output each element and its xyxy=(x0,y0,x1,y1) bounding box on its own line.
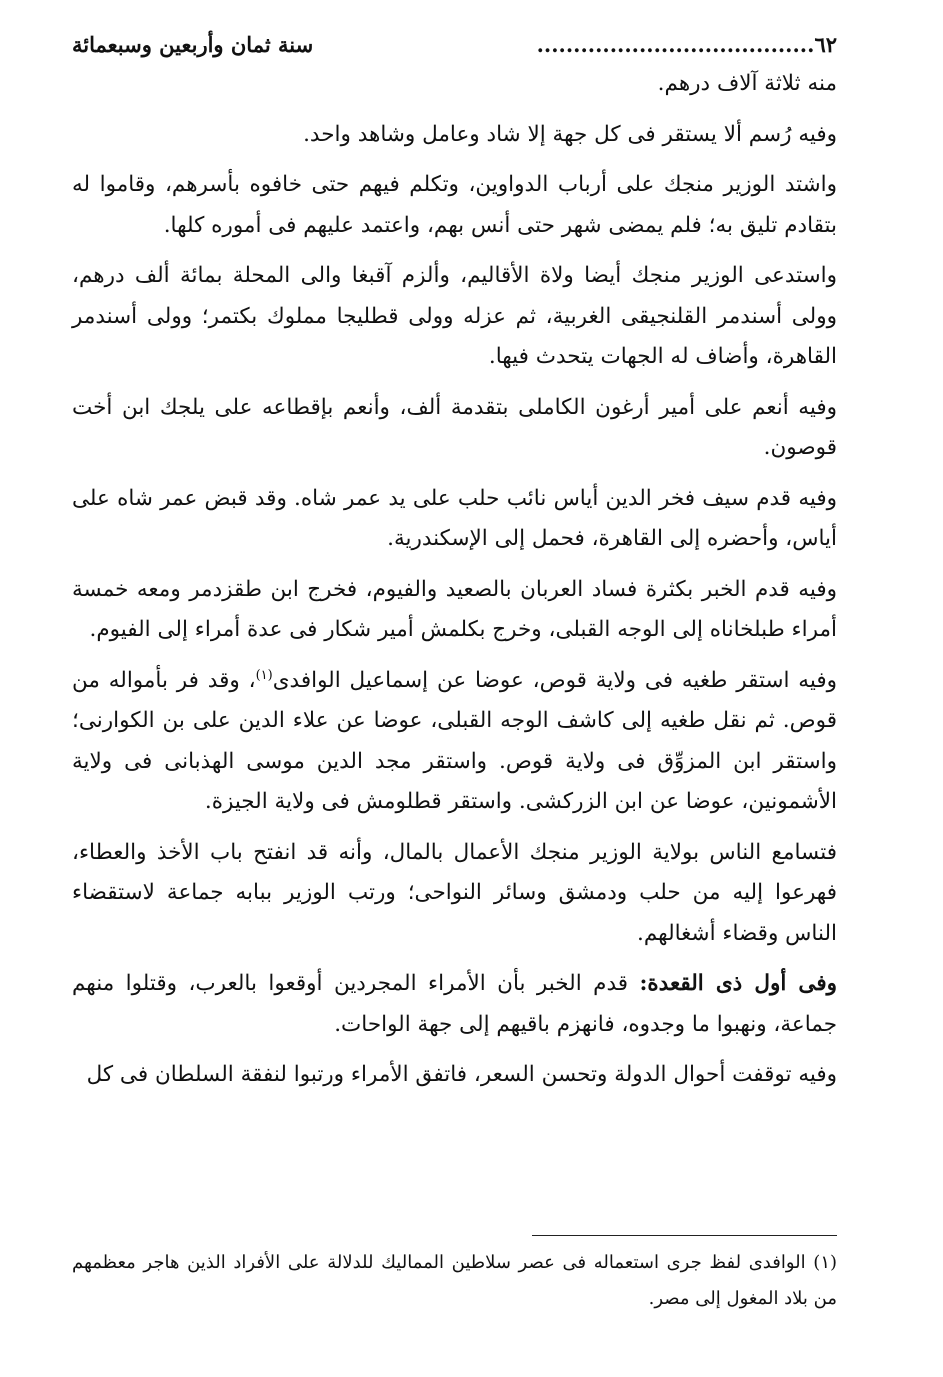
header-left xyxy=(537,30,837,60)
leader-dots: ...................................... xyxy=(536,32,815,57)
paragraph-part: قدم الخبر بأن الأمراء المجردين أوقعوا بالعرب، وقتلوا منهم جماعة، ونهبوا ما وجدوه، فانهزم باقيهم إلى جهة الواحات. xyxy=(72,971,837,1037)
paragraph: وفيه قدم سيف فخر الدين أياس نائب حلب على يد عمر شاه. وقد قبض عمر شاه على أياس، وأحضره إلى القاهرة، فحمل إلى الإسكندرية. xyxy=(72,485,837,551)
chapter-title: سنة ثمان وأربعين وسبعمائة xyxy=(72,32,314,57)
paragraph: وفيه أنعم على أمير أرغون الكاملى بتقدمة ألف، وأنعم بإقطاعه على يلجك ابن أخت قوصون. xyxy=(72,394,837,460)
paragraph: وفيه رُسم ألا يستقر فى كل جهة إلا شاد وعامل وشاهد واحد. xyxy=(303,121,837,147)
paragraph-with-footnote xyxy=(72,661,837,823)
running-header xyxy=(72,30,837,64)
footnote-divider xyxy=(532,1235,837,1236)
paragraph: وفيه قدم الخبر بكثرة فساد العربان بالصعيد والفيوم، فخرج ابن طقزدمر ومعه خمسة أمراء طبلخاناه إلى الوجه القبلى، وخرج بكلمش أمير شكار فى عدة أمراء إلى الفيوم. xyxy=(72,576,837,642)
main-text xyxy=(72,64,837,1096)
paragraph-dated xyxy=(72,964,837,1045)
paragraph: فتسامع الناس بولاية الوزير منجك الأعمال بالمال، وأنه قد انفتح باب الأخذ والعطاء، فهرعوا إليه من حلب ودمشق وسائر النواحى؛ ورتب الوزير ببابه جماعة لاستقضاء الناس وقضاء أشغالهم. xyxy=(72,839,837,946)
paragraph-part: وفيه استقر طغيه فى ولاية قوص، عوضا عن إسماعيل الوافدى xyxy=(272,667,837,693)
book-page xyxy=(72,30,838,1309)
paragraph: وفيه توقفت أحوال الدولة وتحسن السعر، فاتفق الأمراء ورتبوا لنفقة السلطان فى كل xyxy=(86,1062,837,1087)
footnote-text: (١) الوافدى لفظ جرى استعماله فى عصر سلاطين المماليك للدلالة على الأفراد الذين هاجر معظمهم من بلاد المغول إلى مصر. xyxy=(72,1252,838,1309)
paragraph: منه ثلاثة آلاف درهم. xyxy=(657,71,837,96)
paragraph: واشتد الوزير منجك على أرباب الدواوين، وتكلم فيهم حتى خافوه بأسرهم، وقاموا له بتقادم تليق به؛ فلم يمضى شهر حتى أنس بهم، واعتمد عليهم فى أموره كلها. xyxy=(72,172,837,238)
date-lead: وفى أول ذى القعدة: xyxy=(639,971,837,996)
paragraph-part: ، وقد فر بأمواله من قوص. ثم نقل طغيه إلى كاشف الوجه القبلى، عوضا عن علاء الدين على بن الكوارنى؛ واستقر ابن المزوِّق فى ولاية قوص. واستقر مجد الدين موسى الهذبانى فى ولاية الأشمونين، عوضا عن ابن الزركشى. واستقر قطلومش فى ولاية الجيزة. xyxy=(72,667,837,814)
footnote xyxy=(72,1245,837,1317)
paragraph: واستدعى الوزير منجك أيضا ولاة الأقاليم، وألزم آقبغا والى المحلة بمائة ألف درهم، وولى أسندمر القلنجيقى الغربية، ثم عزله وولى قطليجا مملوك بكتمر؛ وولى أسندمر القاهرة، وأضاف له الجهات يتحدث فيها. xyxy=(72,263,837,369)
page-number: ٦٢ xyxy=(814,32,837,57)
footnote-marker: (١) xyxy=(255,667,273,683)
